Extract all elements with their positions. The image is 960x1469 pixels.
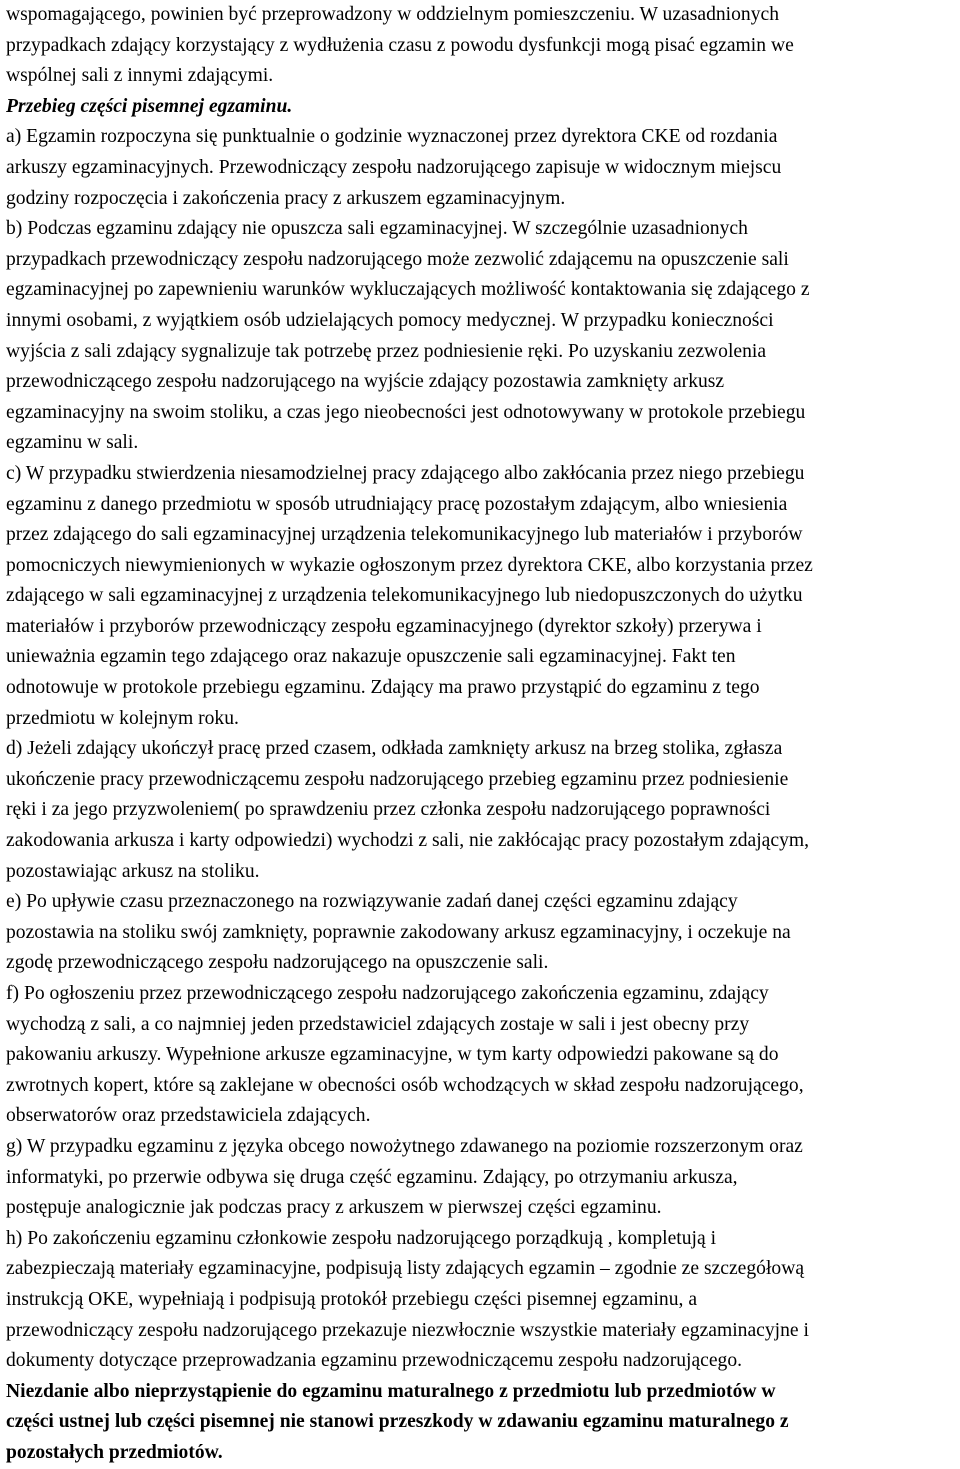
text-line: postępuje analogicznie jak podczas pracy z arkuszem w pierwszej części egzaminu.	[6, 1197, 662, 1219]
text-line: h) Po zakończeniu egzaminu członkowie zespołu nadzorującego porządkują , kompletują i	[6, 1227, 717, 1249]
text-line: zwrotnych kopert, które są zaklejane w obecności osób wchodzących w skład zespołu nadzorującego,	[6, 1074, 804, 1096]
text-line: zakodowania arkusza i karty odpowiedzi) wychodzi z sali, nie zakłócając pracy pozostałym zdającym,	[6, 830, 810, 852]
text-line: g) W przypadku egzaminu z języka obcego nowożytnego zdawanego na poziomie rozszerzonym oraz	[6, 1135, 803, 1157]
text-line: zabezpieczają materiały egzaminacyjne, podpisują listy zdających egzamin – zgodnie ze szczegółową	[6, 1258, 805, 1280]
section-heading: Przebieg części pisemnej egzaminu.	[6, 95, 293, 117]
bold-note-line: pozostałych przedmiotów.	[6, 1441, 223, 1463]
text-line: c) W przypadku stwierdzenia niesamodzielnej pracy zdającego albo zakłócania przez niego przebiegu	[6, 462, 805, 484]
text-line: egzaminacyjny na swoim stoliku, a czas jego nieobecności jest odnotowywany w protokole przebiegu	[6, 401, 806, 423]
text-line: instrukcją OKE, wypełniają i podpisują protokół przebiegu części pisemnej egzaminu, a	[6, 1288, 698, 1310]
bold-note-line: Niezdanie albo nieprzystąpienie do egzaminu maturalnego z przedmiotu lub przedmiotów w	[6, 1380, 776, 1402]
text-line: odnotowuje w protokole przebiegu egzaminu. Zdający ma prawo przystąpić do egzaminu z tego	[6, 677, 760, 699]
text-line: egzaminacyjnej po zapewnieniu warunków wykluczających możliwość kontaktowania się zdającego z	[6, 279, 810, 301]
text-line: wspólnej sali z innymi zdającymi.	[6, 65, 274, 87]
text-line: arkuszy egzaminacyjnych. Przewodniczący zespołu nadzorującego zapisuje w widocznym miejscu	[6, 156, 782, 178]
text-line: zgodę przewodniczącego zespołu nadzorującego na opuszczenie sali.	[6, 952, 549, 974]
text-line: dokumenty dotyczące przeprowadzania egzaminu przewodniczącemu zespołu nadzorującego.	[6, 1350, 743, 1372]
text-line: ręki i za jego przyzwoleniem( po sprawdzeniu przez członka zespołu nadzorującego poprawności	[6, 799, 771, 821]
text-line: d) Jeżeli zdający ukończył pracę przed czasem, odkłada zamknięty arkusz na brzeg stolika, zgłasza	[6, 738, 783, 760]
text-line: unieważnia egzamin tego zdającego oraz nakazuje opuszczenie sali egzaminacyjnej. Fakt ten	[6, 646, 736, 668]
text-line: przedmiotu w kolejnym roku.	[6, 707, 239, 729]
text-line: wspomagającego, powinien być przeprowadzony w oddzielnym pomieszczeniu. W uzasadnionych	[6, 4, 779, 25]
text-line: pomocniczych niewymienionych w wykazie ogłoszonym przez dyrektora CKE, albo korzystania przez	[6, 554, 813, 576]
text-line: wyjścia z sali zdający sygnalizuje tak potrzebę przez podniesienie ręki. Po uzyskaniu zezwolenia	[6, 340, 767, 362]
bold-note-line: części ustnej lub części pisemnej nie stanowi przeszkody w zdawaniu egzaminu maturalnego z	[6, 1411, 789, 1433]
text-line: przez zdającego do sali egzaminacyjnej urządzenia telekomunikacyjnego lub materiałów i przyborów	[6, 524, 803, 546]
text-line: pozostawiając arkusz na stoliku.	[6, 860, 260, 882]
text-line: egzaminu w sali.	[6, 432, 139, 454]
text-line: e) Po upływie czasu przeznaczonego na rozwiązywanie zadań danej części egzaminu zdający	[6, 891, 738, 913]
text-line: przypadkach zdający korzystający z wydłużenia czasu z powodu dysfunkcji mogą pisać egzamin we	[6, 34, 794, 56]
text-line: informatyki, po przerwie odbywa się druga część egzaminu. Zdający, po otrzymaniu arkusza,	[6, 1166, 738, 1188]
text-line: b) Podczas egzaminu zdający nie opuszcza sali egzaminacyjnej. W szczególnie uzasadnionych	[6, 218, 748, 240]
text-line: zdającego w sali egzaminacyjnej z urządzenia telekomunikacyjnego lub niedopuszczonych do użytku	[6, 585, 803, 607]
text-line: pozostawia na stoliku swój zamknięty, poprawnie zakodowany arkusz egzaminacyjny, i oczekuje na	[6, 921, 791, 943]
text-line: innymi osobami, z wyjątkiem osób udzielających pomocy medycznej. W przypadku konieczności	[6, 309, 774, 331]
text-line: ukończenie pracy przewodniczącemu zespołu nadzorującego przebieg egzaminu przez podniesienie	[6, 768, 789, 790]
text-line: wychodzą z sali, a co najmniej jeden przedstawiciel zdających zostaje w sali i jest obecny przy	[6, 1013, 750, 1035]
text-line: egzaminu z danego przedmiotu w sposób utrudniający pracę pozostałym zdającym, albo wniesienia	[6, 493, 788, 515]
text-line: przypadkach przewodniczący zespołu nadzorującego może zezwolić zdającemu na opuszczenie sali	[6, 248, 789, 270]
text-line: przewodniczący zespołu nadzorującego przekazuje niezwłocznie wszystkie materiały egzaminacyjne i	[6, 1319, 809, 1341]
text-line: a) Egzamin rozpoczyna się punktualnie o godzinie wyznaczonej przez dyrektora CKE od rozdania	[6, 126, 778, 148]
text-line: f) Po ogłoszeniu przez przewodniczącego zespołu nadzorującego zakończenia egzaminu, zdający	[6, 983, 769, 1004]
text-line: materiałów i przyborów przewodniczący zespołu egzaminacyjnego (dyrektor szkoły) przerywa i	[6, 615, 762, 637]
text-line: obserwatorów oraz przedstawiciela zdających.	[6, 1105, 371, 1127]
text-line: przewodniczącego zespołu nadzorującego na wyjście zdający pozostawia zamknięty arkusz	[6, 371, 725, 393]
text-line: godziny rozpoczęcia i zakończenia pracy z arkuszem egzaminacyjnym.	[6, 187, 566, 209]
text-line: pakowaniu arkuszy. Wypełnione arkusze egzaminacyjne, w tym karty odpowiedzi pakowane są do	[6, 1044, 779, 1066]
